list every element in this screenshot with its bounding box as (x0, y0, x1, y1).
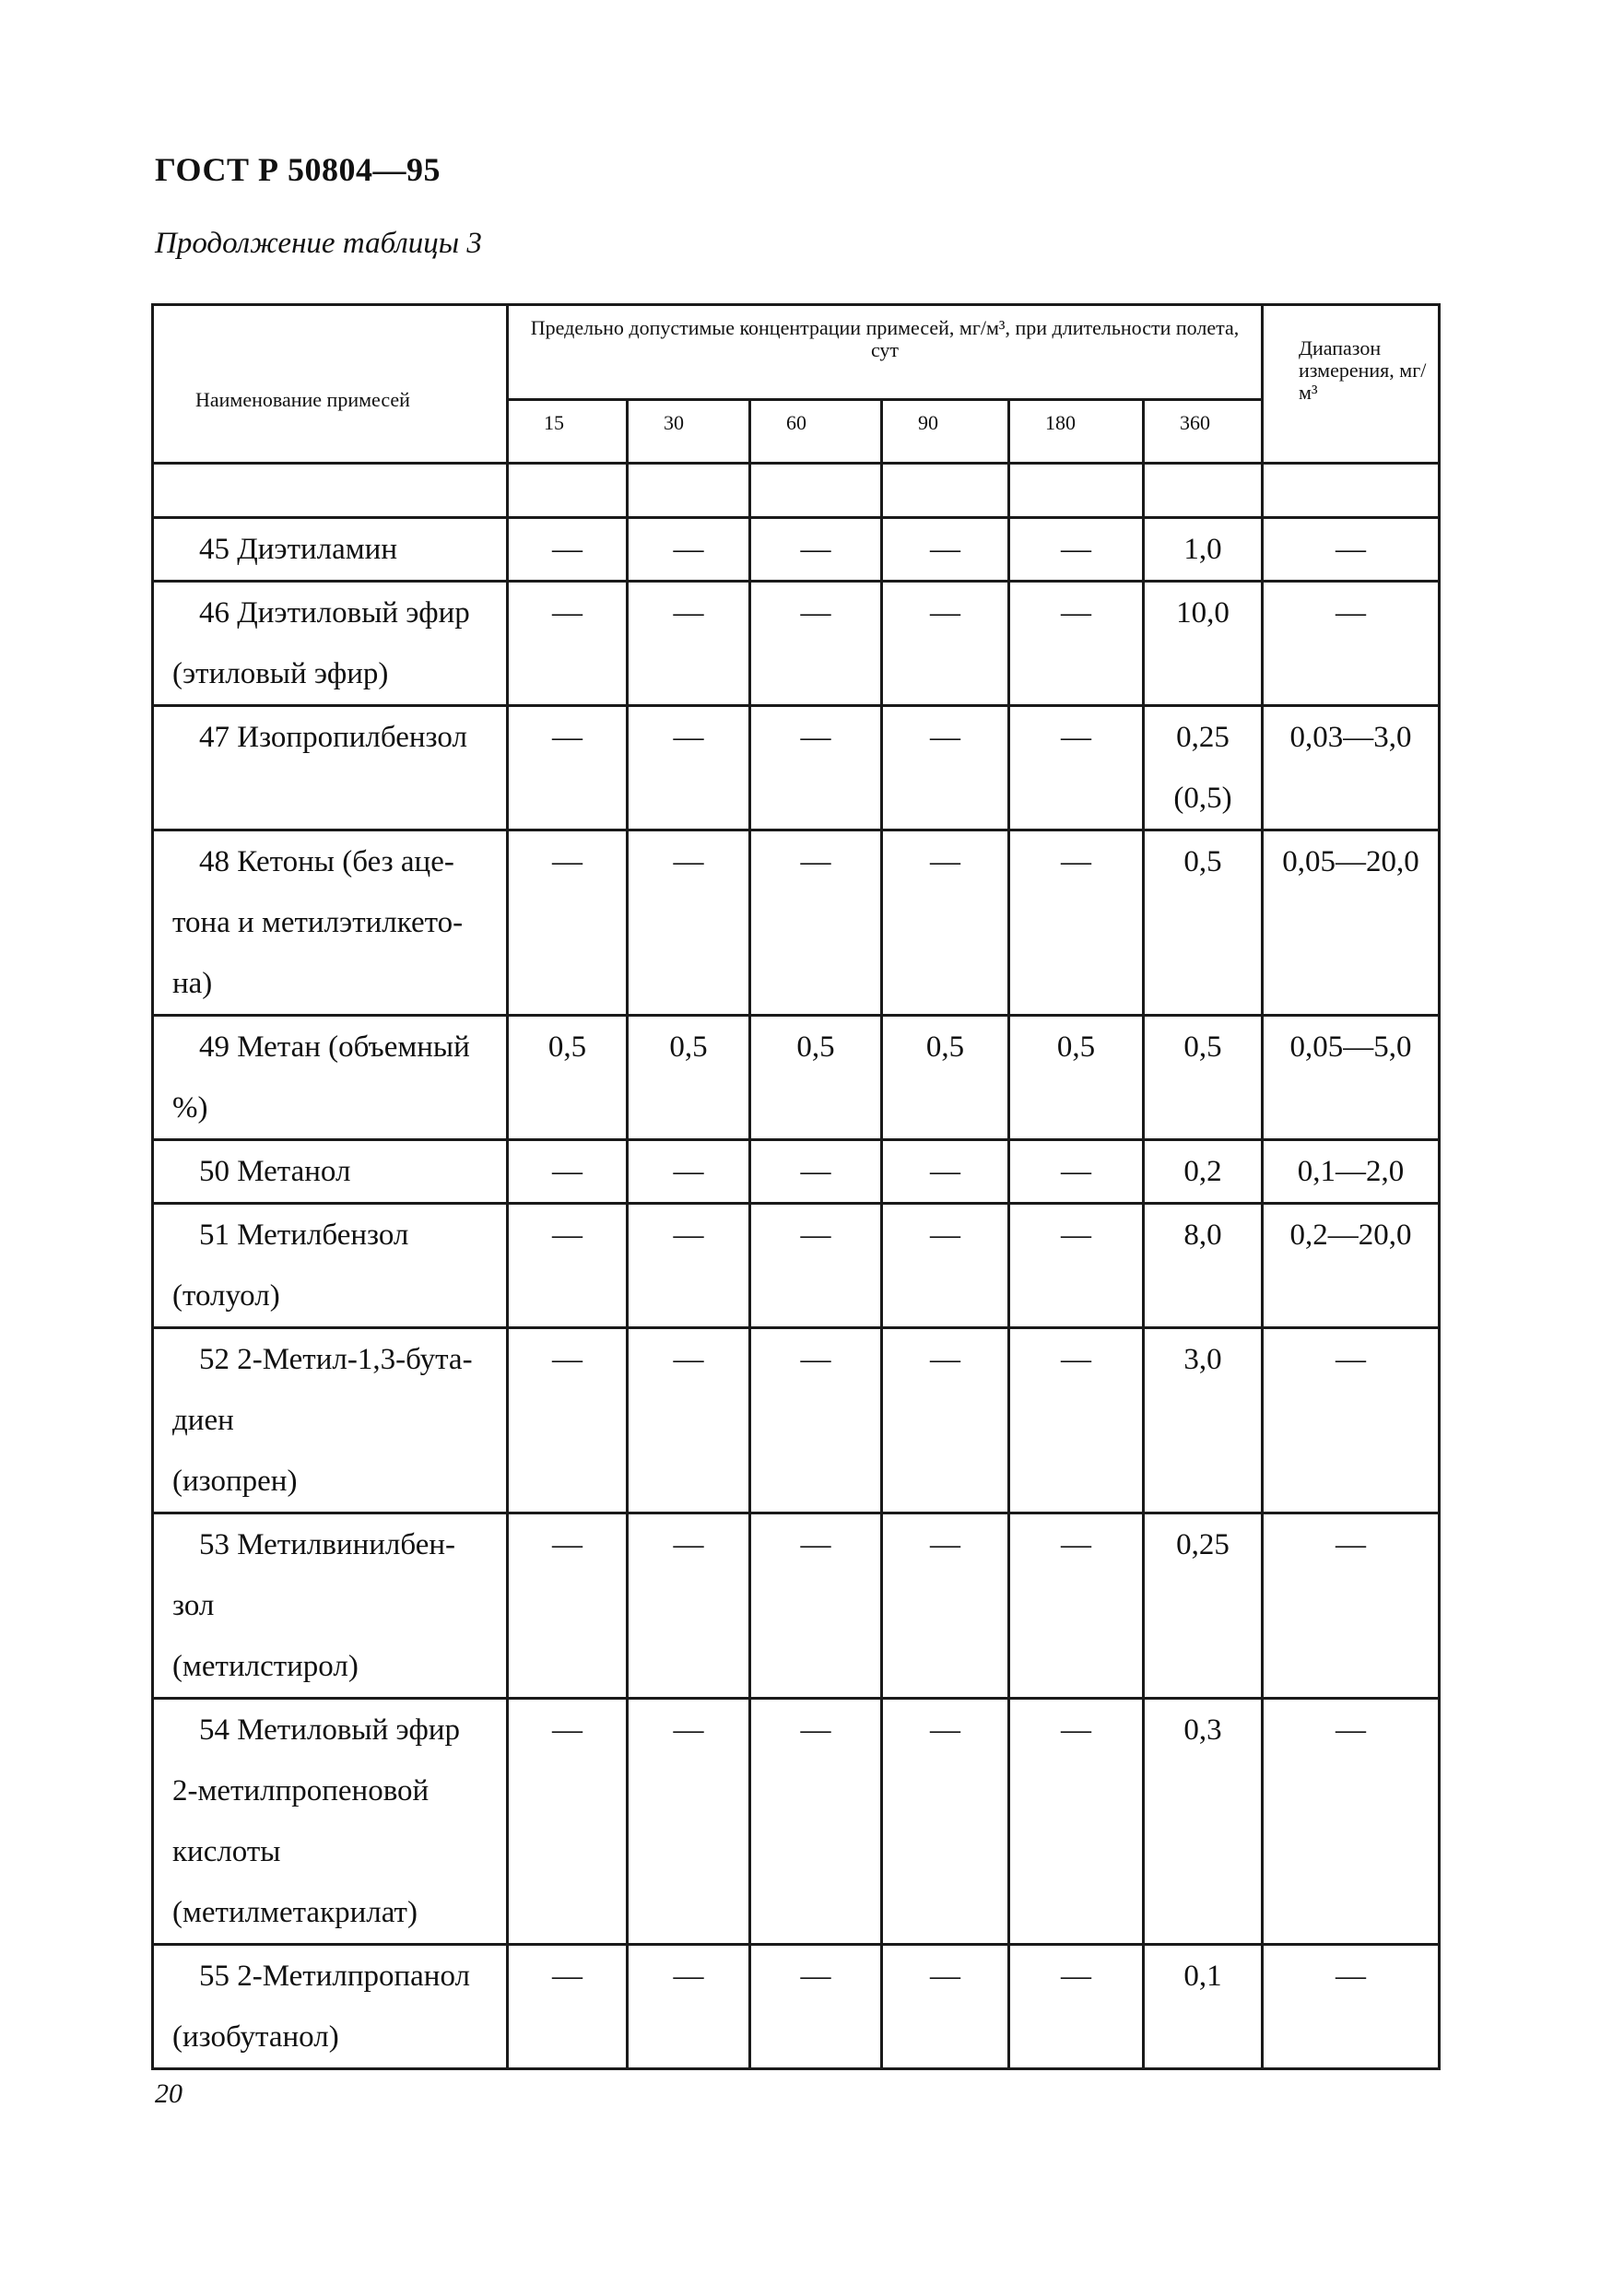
limit-value-cell: — (882, 518, 1009, 582)
limit-value-cell: — (750, 1699, 882, 1945)
table-row (153, 706, 1440, 830)
limit-value-cell: — (1009, 1699, 1144, 1945)
impurity-name-cell (153, 1699, 508, 1945)
impurity-limits-table (151, 303, 1441, 2070)
limit-value-cell: — (508, 1328, 628, 1513)
impurity-name-cell (153, 518, 508, 582)
column-header-day: 180 (1009, 400, 1144, 464)
limit-value-cell: — (1009, 1140, 1144, 1204)
limit-value-cell: — (508, 1513, 628, 1699)
limit-value-360-cell (1144, 582, 1263, 706)
limit-value-cell: — (882, 1204, 1009, 1328)
limit-value-360-cell (1144, 1016, 1263, 1140)
impurity-name-line: зол (172, 1589, 215, 1622)
limit-value-cell: — (882, 1945, 1009, 2069)
column-header-day: 90 (882, 400, 1009, 464)
column-header-range: Диапазон измерения, мг/м³ (1263, 305, 1440, 464)
impurity-name-line: (изобутанол) (172, 2020, 339, 2054)
measurement-range-cell: 0,03—3,0 (1263, 706, 1440, 830)
spacer-row (153, 464, 1440, 518)
page-number: 20 (155, 2078, 182, 2109)
limit-value-cell: — (1009, 830, 1144, 1016)
table-row (153, 1699, 1440, 1945)
limit-value-cell: — (750, 830, 882, 1016)
limit-value-cell: — (882, 830, 1009, 1016)
limit-value-cell: 0,5 (628, 1016, 750, 1140)
impurity-name-line: (изопрен) (172, 1465, 298, 1498)
impurity-name-line: (метилметакрилат) (172, 1896, 418, 1929)
limit-value-cell: 0,5 (882, 1016, 1009, 1140)
limit-value-cell: — (750, 1140, 882, 1204)
impurity-name-cell (153, 582, 508, 706)
limit-value-cell: 0,5 (508, 1016, 628, 1140)
limit-value-cell: — (750, 1204, 882, 1328)
column-header-day: 15 (508, 400, 628, 464)
limit-value-360-cell (1144, 1328, 1263, 1513)
table-row (153, 1140, 1440, 1204)
column-header-name: Наименование примесей (153, 305, 508, 464)
limit-value-360-cell (1144, 1513, 1263, 1699)
impurity-name-cell (153, 830, 508, 1016)
table-container (151, 303, 1438, 2054)
impurity-name-line: 54 Метиловый эфир (199, 1713, 461, 1747)
measurement-range-cell: — (1263, 1513, 1440, 1699)
column-header-day: 60 (750, 400, 882, 464)
limit-value-cell: — (750, 706, 882, 830)
impurity-name-line: (метилстирол) (172, 1650, 359, 1683)
limit-value-cell: — (750, 518, 882, 582)
limit-value-cell: — (508, 1699, 628, 1945)
limit-value-cell: — (628, 582, 750, 706)
limit-value-line: 0,25 (1176, 721, 1230, 754)
impurity-name-line: 45 Диэтиламин (199, 533, 397, 566)
limit-value-cell: — (1009, 1204, 1144, 1328)
measurement-range-cell: — (1263, 1945, 1440, 2069)
limit-value-cell: — (882, 1328, 1009, 1513)
limit-value-cell: — (628, 518, 750, 582)
impurity-name-line: %) (172, 1091, 208, 1124)
measurement-range-cell: — (1263, 582, 1440, 706)
limit-value-cell: — (750, 1513, 882, 1699)
limit-value-cell: — (750, 1328, 882, 1513)
limit-value-line: 0,5 (1183, 1030, 1222, 1064)
impurity-name-cell (153, 1945, 508, 2069)
impurity-name-cell (153, 706, 508, 830)
limit-value-line: 0,5 (1183, 845, 1222, 878)
impurity-name-line: 51 Метилбензол (199, 1219, 409, 1252)
limit-value-line: 1,0 (1183, 533, 1222, 566)
table-row (153, 1945, 1440, 2069)
limit-value-cell: — (508, 1140, 628, 1204)
limit-value-line: (0,5) (1173, 782, 1232, 815)
limit-value-cell: — (628, 1140, 750, 1204)
impurity-name-line: 48 Кетоны (без аце- (199, 845, 454, 878)
impurity-name-cell (153, 1016, 508, 1140)
table-header-row (153, 305, 1440, 400)
limit-value-360-cell (1144, 518, 1263, 582)
impurity-name-line: 52 2-Метил-1,3-бута- (199, 1343, 473, 1376)
limit-value-cell: — (628, 1513, 750, 1699)
measurement-range-cell: — (1263, 518, 1440, 582)
limit-value-cell: — (1009, 1513, 1144, 1699)
limit-value-cell: — (628, 1945, 750, 2069)
limit-value-cell: — (508, 582, 628, 706)
impurity-name-cell (153, 1204, 508, 1328)
limit-value-cell: — (508, 1204, 628, 1328)
limit-value-cell: — (1009, 706, 1144, 830)
table-row (153, 1016, 1440, 1140)
limit-value-cell: — (750, 1945, 882, 2069)
impurity-name-line: 46 Диэтиловый эфир (199, 596, 470, 630)
impurity-name-line: кислоты (172, 1835, 281, 1868)
limit-value-cell: — (508, 706, 628, 830)
limit-value-cell: — (882, 582, 1009, 706)
measurement-range-cell: 0,05—20,0 (1263, 830, 1440, 1016)
table-row (153, 1328, 1440, 1513)
impurity-name-cell (153, 1328, 508, 1513)
limit-value-360-cell (1144, 830, 1263, 1016)
impurity-name-line: 55 2-Метилпропанол (199, 1960, 471, 1993)
limit-value-line: 8,0 (1183, 1219, 1222, 1252)
limit-value-360-cell (1144, 1140, 1263, 1204)
limit-value-cell: — (508, 830, 628, 1016)
impurity-name-line: 49 Метан (объемный (199, 1030, 470, 1064)
limit-value-line: 3,0 (1183, 1343, 1222, 1376)
limit-value-cell: — (508, 1945, 628, 2069)
impurity-name-line: 2-метилпропеновой (172, 1774, 430, 1807)
limit-value-line: 10,0 (1176, 596, 1230, 630)
limit-value-cell: — (1009, 582, 1144, 706)
document-title: ГОСТ Р 50804—95 (155, 151, 441, 188)
impurity-name-line: (этиловый эфир) (172, 657, 389, 690)
limit-value-cell: — (750, 582, 882, 706)
impurity-name-line: (толуол) (172, 1279, 280, 1313)
impurity-name-line: на) (172, 967, 213, 1000)
limit-value-cell: — (508, 518, 628, 582)
limit-value-cell: — (1009, 518, 1144, 582)
limit-value-cell: — (882, 706, 1009, 830)
limit-value-360-cell (1144, 706, 1263, 830)
measurement-range-cell: 0,2—20,0 (1263, 1204, 1440, 1328)
table-row (153, 1204, 1440, 1328)
table-row (153, 518, 1440, 582)
measurement-range-cell: — (1263, 1699, 1440, 1945)
limit-value-cell: — (1009, 1945, 1144, 2069)
limit-value-cell: — (628, 830, 750, 1016)
limit-value-line: 0,3 (1183, 1713, 1222, 1747)
measurement-range-cell: 0,1—2,0 (1263, 1140, 1440, 1204)
limit-value-cell: 0,5 (750, 1016, 882, 1140)
impurity-name-line: 47 Изопропилбензол (199, 721, 467, 754)
limit-value-line: 0,2 (1183, 1155, 1222, 1188)
impurity-name-line: диен (172, 1404, 234, 1437)
impurity-name-line: 53 Метилвинилбен- (199, 1528, 456, 1561)
table-row (153, 582, 1440, 706)
limit-value-360-cell (1144, 1945, 1263, 2069)
impurity-name-line: тона и метилэтилкето- (172, 906, 464, 939)
limit-value-cell: — (882, 1699, 1009, 1945)
limit-value-cell: 0,5 (1009, 1016, 1144, 1140)
impurity-name-cell (153, 1140, 508, 1204)
limit-value-cell: — (882, 1140, 1009, 1204)
table-row (153, 1513, 1440, 1699)
column-header-limits: Предельно допустимые концентрации примесей, мг/м³, при длительности полета, сут (508, 305, 1263, 400)
impurity-name-cell (153, 1513, 508, 1699)
limit-value-cell: — (628, 1204, 750, 1328)
limit-value-cell: — (628, 706, 750, 830)
limit-value-cell: — (1009, 1328, 1144, 1513)
column-header-day: 30 (628, 400, 750, 464)
limit-value-cell: — (628, 1328, 750, 1513)
limit-value-line: 0,1 (1183, 1960, 1222, 1993)
table-row (153, 830, 1440, 1016)
limit-value-line: 0,25 (1176, 1528, 1230, 1561)
impurity-name-line: 50 Метанол (199, 1155, 351, 1188)
measurement-range-cell: 0,05—5,0 (1263, 1016, 1440, 1140)
limit-value-cell: — (628, 1699, 750, 1945)
limit-value-360-cell (1144, 1204, 1263, 1328)
measurement-range-cell: — (1263, 1328, 1440, 1513)
column-header-day: 360 (1144, 400, 1263, 464)
table-caption: Продолжение таблицы 3 (155, 227, 482, 260)
limit-value-360-cell (1144, 1699, 1263, 1945)
limit-value-cell: — (882, 1513, 1009, 1699)
